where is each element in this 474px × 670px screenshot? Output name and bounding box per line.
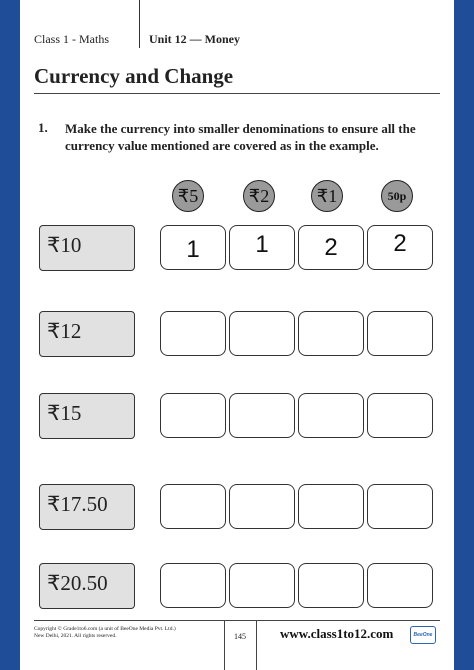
answer-box[interactable] [298,484,364,529]
answer-box[interactable] [160,311,226,356]
logo-text: BeeOne [413,632,433,638]
coin-1-rupee: ₹1 [311,180,343,212]
question-text: Make the currency into smaller denominations to ensure all the currency value mentioned are covered as in the example. [65,121,416,153]
copyright-line-2: New Delhi, 2021. All rights reserved. [34,633,117,639]
answer-box[interactable]: 2 [298,225,364,270]
amount-label: ₹10 [39,225,135,271]
answer-box[interactable] [229,393,295,438]
answer-box[interactable]: 2 [367,225,433,270]
answer-box[interactable]: 1 [160,225,226,270]
question-number: 1. [38,120,48,135]
coin-50-paise: 50p [381,180,413,212]
beeone-logo-icon [410,626,436,644]
header-unit: Unit 12 — Money [149,32,240,46]
header-class: Class 1 - Maths [34,32,109,46]
answer-box[interactable] [367,563,433,608]
answer-box[interactable] [160,393,226,438]
answer-box[interactable] [160,563,226,608]
copyright-line-1: Copyright © Grade1to6.com (a unit of BeeOne Media Pvt. Ltd.) [34,626,176,632]
worksheet-page [20,0,454,670]
answer-box[interactable]: 1 [229,225,295,270]
answer-box[interactable] [367,311,433,356]
coin-2-rupee: ₹2 [243,180,275,212]
answer-box[interactable] [367,393,433,438]
amount-label: ₹17.50 [39,484,135,530]
answer-box[interactable] [229,563,295,608]
footer-copyright [34,626,234,640]
answer-box[interactable] [367,484,433,529]
answer-box[interactable] [298,311,364,356]
footer-divider [224,620,225,670]
footer-divider [256,620,257,670]
footer-url[interactable]: www.class1to12.com [280,626,394,641]
coin-5-rupee: ₹5 [172,180,204,212]
answer-box[interactable] [160,484,226,529]
page-number: 145 [234,632,246,641]
footer-rule [34,620,440,621]
amount-label: ₹15 [39,393,135,439]
page-title: Currency and Change [34,64,234,88]
amount-label: ₹20.50 [39,563,135,609]
answer-box[interactable] [298,563,364,608]
title-underline [34,93,440,94]
answer-box[interactable] [229,484,295,529]
amount-label: ₹12 [39,311,135,357]
answer-box[interactable] [298,393,364,438]
answer-box[interactable] [229,311,295,356]
header-divider [139,0,140,48]
